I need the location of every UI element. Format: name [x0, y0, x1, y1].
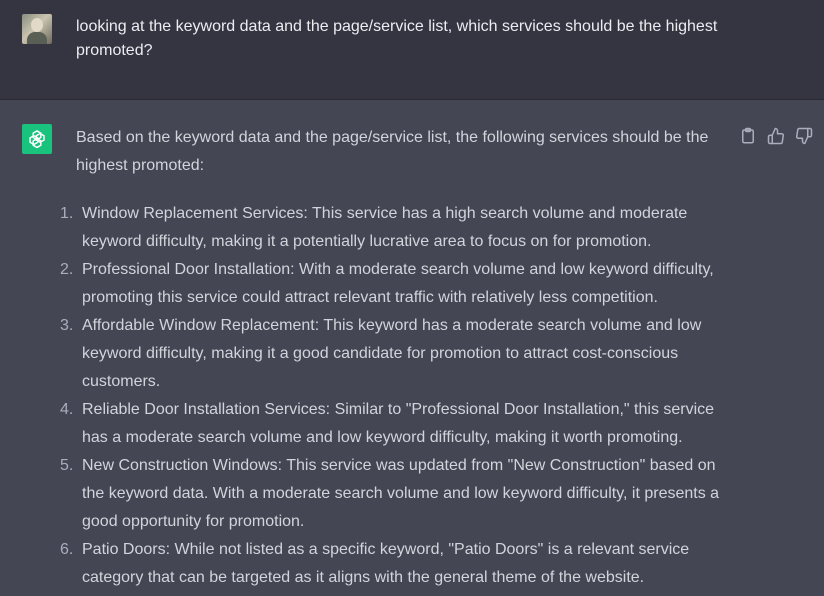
- avatar-head: [31, 18, 43, 32]
- list-item-number: 3.: [60, 317, 74, 334]
- list-item: [0, 396, 722, 452]
- list-item-text: New Construction Windows: This service was updated from "New Construction" based on the keyword data. With a moderate search volume and low keyword difficulty, it presents a good opportunity for promotion.: [82, 457, 720, 530]
- list-item-text: Affordable Window Replacement: This keyword has a moderate search volume and low keyword difficulty, making it a good candidate for promotion to attract cost-conscious customers.: [82, 317, 702, 390]
- thumbs-up-icon[interactable]: [767, 127, 785, 145]
- service-list: [0, 200, 824, 592]
- list-item-text: Reliable Door Installation Services: Similar to "Professional Door Installation," this service has a moderate search volume and low keyword difficulty, making it worth promoting.: [82, 401, 715, 446]
- user-message-text: looking at the keyword data and the page/service list, which services should be the highest promoted?: [76, 18, 718, 59]
- list-item-text: Window Replacement Services: This service has a high search volume and moderate keyword difficulty, making it a potentially lucrative area to focus on for promotion.: [82, 205, 688, 250]
- assistant-message-row: [0, 100, 824, 596]
- list-item: [0, 452, 722, 536]
- list-item-text: Professional Door Installation: With a moderate search volume and low keyword difficulty, promoting this service could attract relevant traffic with relatively less competition.: [82, 261, 714, 306]
- list-item-number: 6.: [60, 541, 74, 558]
- list-item-number: 4.: [60, 401, 74, 418]
- assistant-intro-text: Based on the keyword data and the page/service list, the following services should be the highest promoted:: [76, 129, 709, 174]
- list-item: [0, 312, 722, 396]
- list-item-number: 1.: [60, 205, 74, 222]
- message-actions: [739, 127, 819, 147]
- user-message-row: [0, 0, 824, 100]
- list-item: [0, 256, 722, 312]
- list-item-text: Patio Doors: While not listed as a specific keyword, "Patio Doors" is a relevant service category that can be targeted as it aligns with the general theme of the website.: [82, 541, 690, 586]
- avatar-body: [27, 32, 47, 44]
- list-item: [0, 536, 722, 592]
- list-item: [0, 200, 722, 256]
- list-item-number: 2.: [60, 261, 74, 278]
- user-avatar: [22, 14, 52, 44]
- clipboard-icon[interactable]: [739, 127, 757, 145]
- list-item-number: 5.: [60, 457, 74, 474]
- thumbs-down-icon[interactable]: [795, 127, 813, 145]
- openai-logo-icon: [22, 124, 52, 154]
